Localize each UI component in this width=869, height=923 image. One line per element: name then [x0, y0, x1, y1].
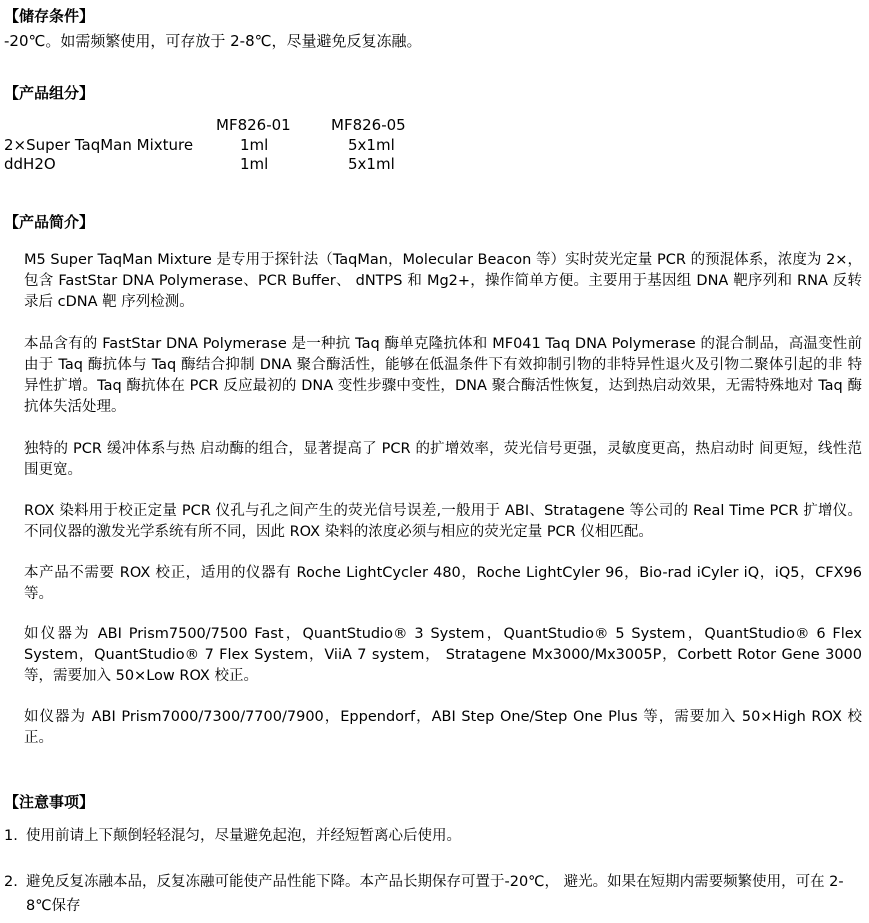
- intro-paragraph: ROX 染料用于校正定量 PCR 仪孔与孔之间产生的荧光信号误差,一般用于 ABI、Stratagene 等公司的 Real Time PCR 扩增仪。不同仪器的激发光学系统有所不同，因此 ROX 染料的浓度必须与相应的荧光定量 PCR 仪相匹配。: [24, 503, 862, 540]
- table-row-value-2: 5x1ml: [348, 136, 395, 154]
- intro-paragraph: 独特的 PCR 缓冲体系与热 启动酶的组合，显著提高了 PCR 的扩增效率，荧光信号更强，灵敏度更高，热启动时 间更短，线性范围更宽。: [24, 441, 862, 478]
- storage-heading: 【储存条件】: [4, 7, 95, 25]
- intro-paragraph: 本品含有的 FastStar DNA Polymerase 是一种抗 Taq 酶单克隆抗体和 MF041 Taq DNA Polymerase 的混合制品，高温变性前由于 Taq 酶抗体与 Taq 酶结合抑制 DNA 聚合酶活性，能够在低温条件下有效抑制引物的非特异性退火及引物二聚体引起的非 特异性扩增。Taq 酶抗体在 PCR 反应最初的 DNA 变性步骤中变性，DNA 聚合酶活性恢复，达到热启动效果，无需特殊地对 Taq 酶抗体失活处理。: [24, 336, 862, 415]
- notes-heading: 【注意事项】: [4, 793, 95, 811]
- note-number: 2.: [4, 874, 18, 890]
- column-header-mf826-01: MF826-01: [216, 116, 291, 134]
- intro-paragraph: 如仪器为 ABI Prism7000/7300/7700/7900，Eppendorf，ABI Step One/Step One Plus 等，需要加入 50×High ROX 校正。: [24, 709, 862, 746]
- intro-heading: 【产品简介】: [4, 213, 95, 231]
- note-item: [4, 870, 864, 918]
- note-text: 避免反复冻融本品，反复冻融可能使产品性能下降。本产品长期保存可置于-20℃， 避光。如果在短期内需要频繁使用，可在 2-8℃保存: [26, 874, 844, 914]
- table-row-value-2: 5x1ml: [348, 155, 395, 173]
- storage-text: -20℃。如需频繁使用，可存放于 2-8℃，尽量避免反复冻融。: [4, 32, 422, 50]
- intro-paragraph: 如仪器为 ABI Prism7500/7500 Fast，QuantStudio® 3 System，QuantStudio® 5 System，QuantStudio® 6 Flex System，QuantStudio® 7 Flex System，ViiA 7 system， Stratagene Mx3000/Mx3005P，Corbett Rotor Gene 3000 等，需要加入 50×Low ROX 校正。: [24, 626, 862, 684]
- table-row-value-1: 1ml: [240, 136, 269, 154]
- note-text: 使用前请上下颠倒轻轻混匀，尽量避免起泡，并经短暂离心后使用。: [26, 828, 461, 844]
- intro-paragraph: 本产品不需要 ROX 校正，适用的仪器有 Roche LightCycler 480，Roche LightCyler 96，Bio-rad iCyler iQ，iQ5，CFX96等。: [24, 565, 862, 602]
- column-header-mf826-05: MF826-05: [331, 116, 406, 134]
- components-heading: 【产品组分】: [4, 84, 95, 102]
- note-number: 1.: [4, 828, 18, 844]
- table-row-value-1: 1ml: [240, 155, 269, 173]
- table-row-name: ddH2O: [4, 155, 56, 173]
- table-row-name: 2×Super TaqMan Mixture: [4, 136, 194, 154]
- note-item: [4, 824, 864, 848]
- intro-paragraph: M5 Super TaqMan Mixture 是专用于探针法（TaqMan，Molecular Beacon 等）实时荧光定量 PCR 的预混体系，浓度为 2×，包含 FastStar DNA Polymerase、PCR Buffer、 dNTPS 和 Mg2+，操作简单方便。主要用于基因组 DNA 靶序列和 RNA 反转录后 cDNA 靶 序列检测。: [24, 252, 862, 310]
